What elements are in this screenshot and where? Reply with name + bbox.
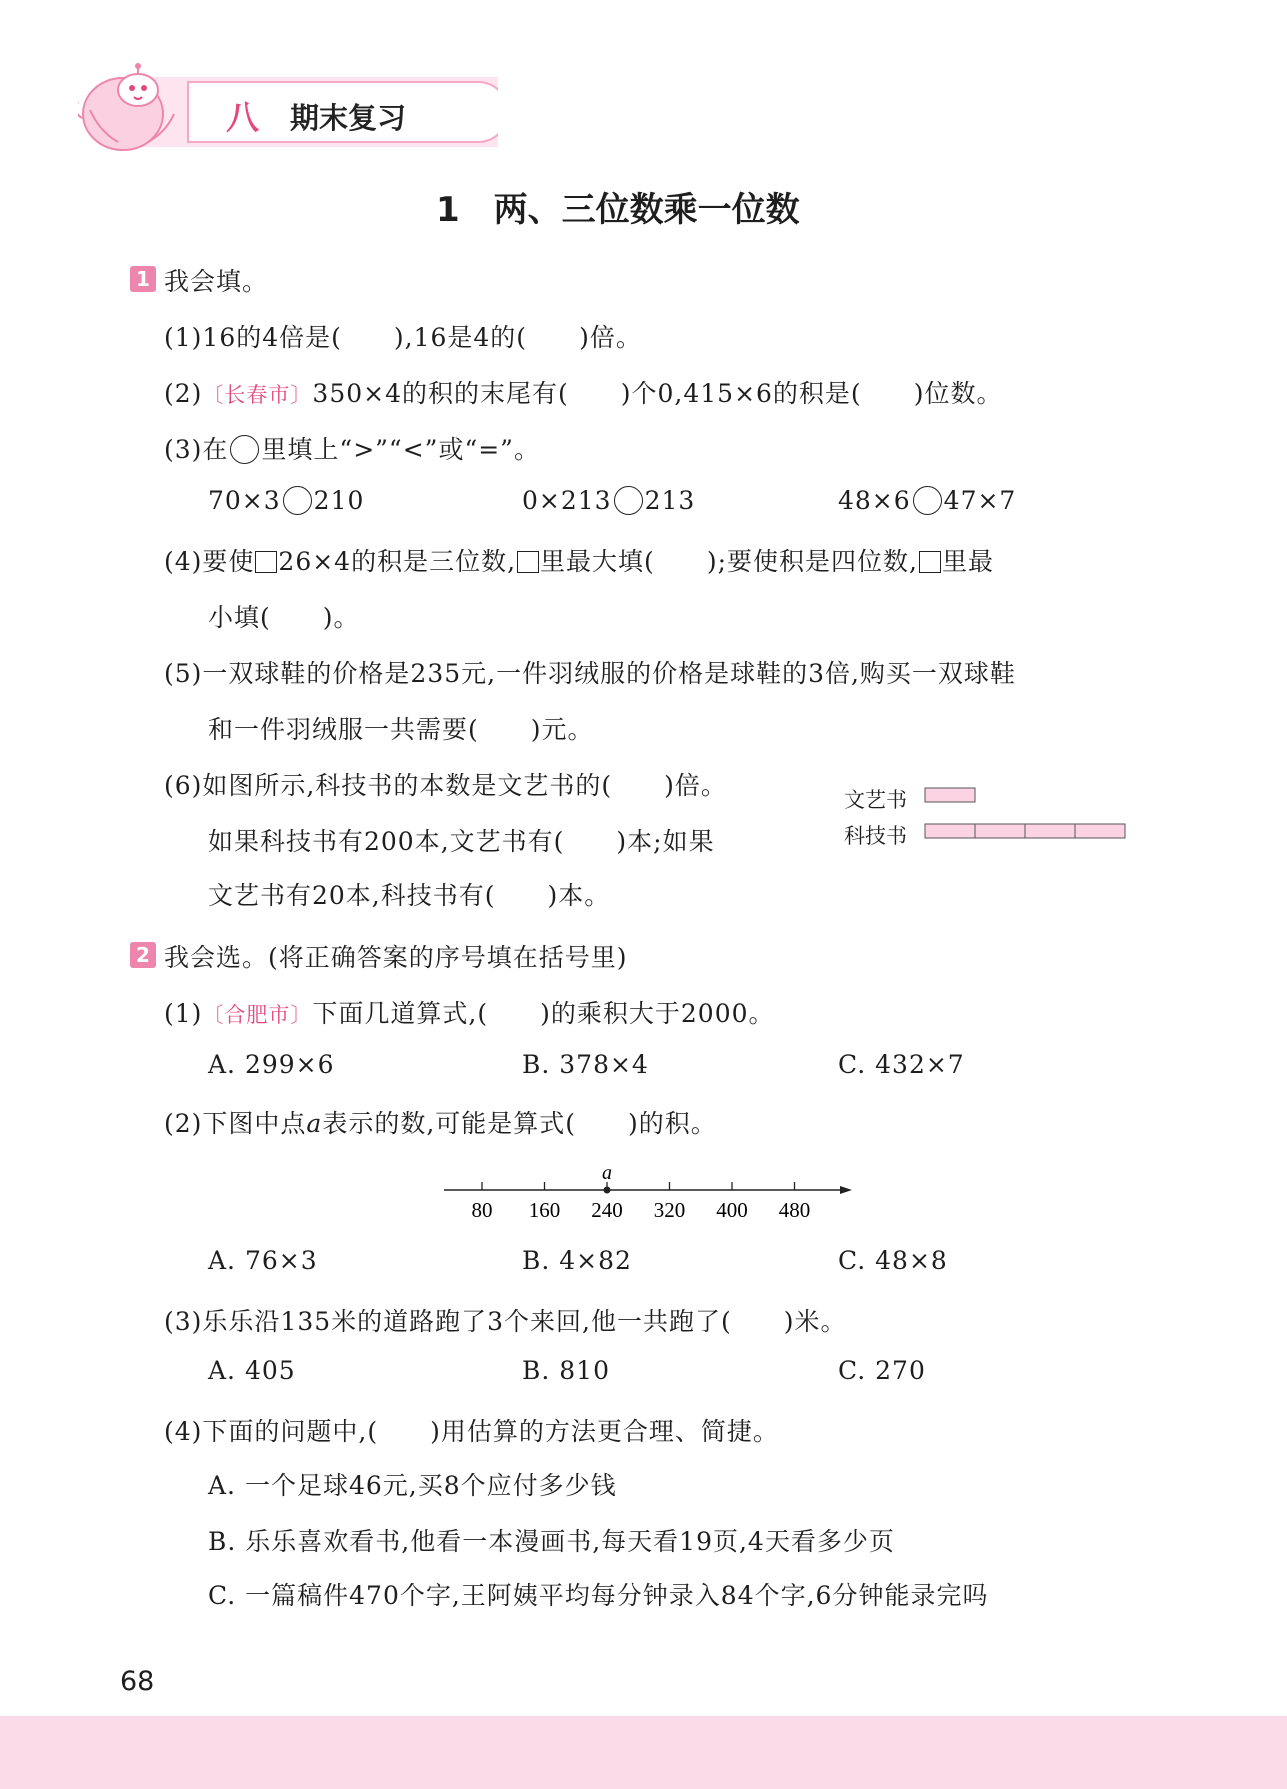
point-a-label: a (602, 1162, 612, 1184)
option-2-4-a: A. 一个足球46元,买8个应付多少钱 (208, 1471, 617, 1500)
section-2-badge: 2 (130, 942, 156, 968)
science-bar-segment (975, 824, 1025, 838)
option-2-1-a: A. 299×6 (208, 1050, 335, 1079)
question-1-1: (1)16的4倍是( ),16是4的( )倍。 (164, 323, 642, 352)
bar-label-science: 科技书 (844, 824, 907, 848)
literature-bar-segment (925, 788, 975, 802)
blank-circle-icon (230, 435, 259, 464)
tick-label: 320 (653, 1198, 686, 1222)
bar-label-literature: 文艺书 (844, 788, 907, 812)
section-1-title: 我会填。 (164, 267, 269, 296)
option-2-4-b: B. 乐乐喜欢看书,他看一本漫画书,每天看19页,4天看多少页 (208, 1527, 895, 1556)
region-tag: 〔合肥市〕 (202, 1003, 313, 1027)
science-bar-segment (925, 824, 975, 838)
option-2-2-c: C. 48×8 (838, 1246, 948, 1275)
question-1-4-line2: 小填( )。 (208, 603, 360, 632)
unit-number: 八 (226, 98, 259, 137)
question-2-3: (3)乐乐沿135米的道路跑了3个来回,他一共跑了( )米。 (164, 1307, 847, 1336)
option-2-3-b: B. 810 (522, 1356, 610, 1385)
question-1-5-line2: 和一件羽绒服一共需要( )元。 (208, 715, 594, 744)
tick-label: 80 (471, 1198, 493, 1222)
compare-item-3: 48×6 47×7 (838, 486, 1017, 515)
question-1-4: (4)要使 26×4的积是三位数, 里最大填( );要使积是四位数, 里最 (164, 547, 994, 576)
question-2-1: (1)〔合肥市〕下面几道算式,( )的乘积大于2000。 (164, 999, 775, 1028)
compare-item-1: 70×3 210 (208, 486, 365, 515)
section-1-badge: 1 (130, 266, 156, 292)
unit-title: 期末复习 (290, 101, 407, 135)
answer-circle-icon[interactable] (614, 486, 643, 515)
page-number: 68 (120, 1666, 155, 1697)
compare-item-2: 0×213 213 (522, 486, 696, 515)
answer-circle-icon[interactable] (913, 486, 942, 515)
question-1-6: (6)如图所示,科技书的本数是文艺书的( )倍。 (164, 771, 727, 800)
blank-square-icon (919, 551, 941, 573)
blank-square-icon (255, 551, 277, 573)
question-1-3: (3)在 里填上“>”“<”或“=”。 (164, 435, 540, 464)
lesson-title: 1 两、三位数乘一位数 (436, 190, 800, 230)
option-2-3-c: C. 270 (838, 1356, 926, 1385)
tick-label: 240 (591, 1198, 623, 1222)
number-line (440, 1162, 860, 1228)
option-2-2-b: B. 4×82 (522, 1246, 632, 1275)
arrow-right-icon (840, 1186, 852, 1194)
tick-label: 480 (778, 1198, 811, 1222)
section-2-title: 我会选。(将正确答案的序号填在括号里) (164, 943, 628, 972)
bar-diagram-svg (924, 786, 1134, 842)
science-bar-segment (1025, 824, 1075, 838)
region-tag: 〔长春市〕 (202, 383, 313, 407)
question-2-2: (2)下图中点a表示的数,可能是算式( )的积。 (164, 1109, 717, 1138)
question-1-5: (5)一双球鞋的价格是235元,一件羽绒服的价格是球鞋的3倍,购买一双球鞋 (164, 659, 1016, 688)
point-a (604, 1187, 611, 1194)
answer-circle-icon[interactable] (283, 486, 312, 515)
option-2-2-a: A. 76×3 (208, 1246, 318, 1275)
science-bar-segment (1075, 824, 1125, 838)
option-2-1-b: B. 378×4 (522, 1050, 649, 1079)
mascot-illustration (78, 62, 498, 162)
tick-label: 400 (716, 1198, 748, 1222)
option-2-4-c: C. 一篇稿件470个字,王阿姨平均每分钟录入84个字,6分钟能录完吗 (208, 1581, 989, 1610)
question-1-6-line2: 如果科技书有200本,文艺书有( )本;如果 (208, 827, 715, 856)
question-1-6-line3: 文艺书有20本,科技书有( )本。 (208, 881, 611, 910)
question-1-2: (2)〔长春市〕350×4的积的末尾有( )个0,415×6的积是( )位数。 (164, 379, 1003, 408)
option-2-1-c: C. 432×7 (838, 1050, 965, 1079)
option-2-3-a: A. 405 (208, 1356, 296, 1385)
question-2-4: (4)下面的问题中,( )用估算的方法更合理、简捷。 (164, 1417, 779, 1446)
footer-band (0, 1716, 1287, 1789)
tick-label: 160 (528, 1198, 561, 1222)
blank-square-icon (517, 551, 539, 573)
